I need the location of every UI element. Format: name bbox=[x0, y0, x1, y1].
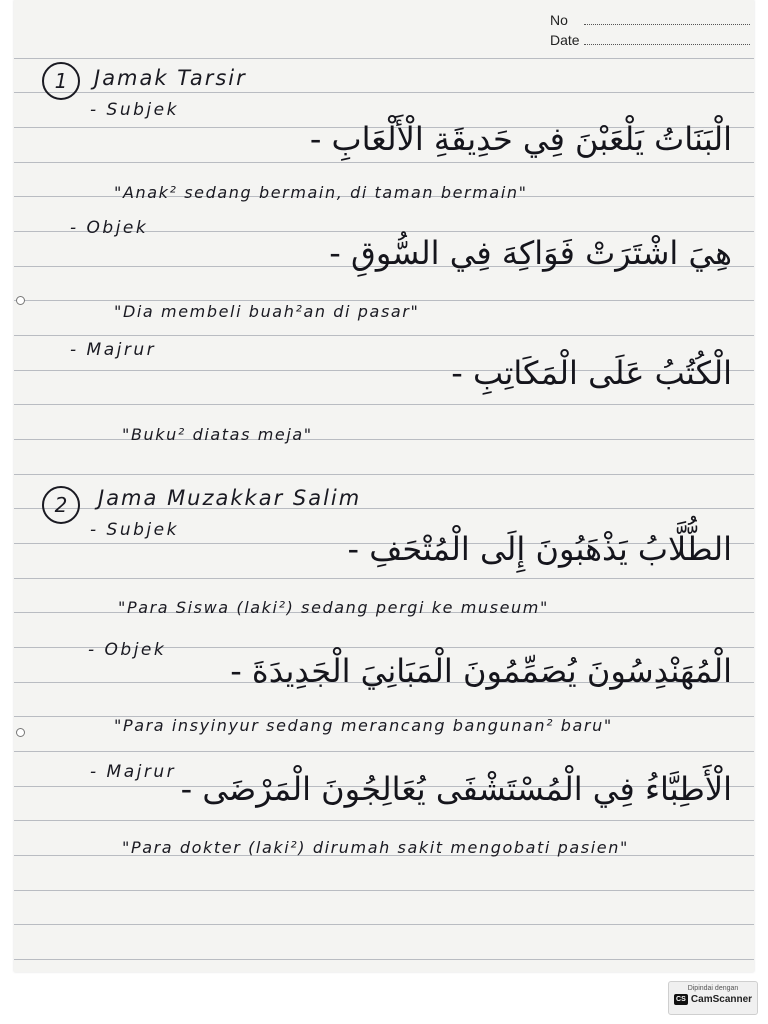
ruled-line bbox=[14, 820, 754, 821]
ruled-line bbox=[14, 404, 754, 405]
notebook-page bbox=[14, 0, 754, 972]
section-2-majrur-label: - Majrur bbox=[90, 762, 177, 782]
section-1-objek-arabic: هِيَ اشْتَرَتْ فَوَاكِهَ فِي السُّوقِ - bbox=[329, 234, 732, 272]
section-2-objek-translation: "Para insyinyur sedang merancang bangunan² baru" bbox=[114, 716, 613, 735]
ruled-line bbox=[14, 58, 754, 59]
section-1-majrur-translation: "Buku² diatas meja" bbox=[122, 425, 313, 444]
watermark-caption: Dipindai dengan bbox=[687, 985, 739, 992]
section-1-objek-label: - Objek bbox=[70, 218, 149, 238]
ruled-line bbox=[14, 162, 754, 163]
section-2-number: 2 bbox=[42, 486, 80, 524]
binder-hole bbox=[16, 296, 25, 305]
camscanner-logo-icon: CS bbox=[674, 994, 688, 1005]
watermark-brand-name: CamScanner bbox=[690, 994, 753, 1005]
date-line bbox=[584, 44, 750, 45]
ruled-line bbox=[14, 890, 754, 891]
ruled-line bbox=[14, 578, 754, 579]
ruled-line bbox=[14, 959, 754, 960]
section-1-majrur-arabic: الْكُتُبُ عَلَى الْمَكَاتِبِ - bbox=[451, 354, 732, 392]
no-label: No bbox=[550, 12, 568, 28]
ruled-line bbox=[14, 300, 754, 301]
section-1-subjek-arabic: الْبَنَاتُ يَلْعَبْنَ فِي حَدِيقَةِ الْأَلْعَابِ - bbox=[309, 120, 732, 158]
section-2-objek-label: - Objek bbox=[88, 640, 167, 660]
ruled-line bbox=[14, 335, 754, 336]
date-label: Date bbox=[550, 32, 580, 48]
ruled-line bbox=[14, 474, 754, 475]
section-1-majrur-label: - Majrur bbox=[70, 340, 157, 360]
section-2-subjek-label: - Subjek bbox=[90, 520, 179, 540]
section-1-title: Jamak Tarsir bbox=[94, 66, 247, 90]
section-1-subjek-translation: "Anak² sedang bermain, di taman bermain" bbox=[114, 183, 528, 202]
section-1-number: 1 bbox=[42, 62, 80, 100]
section-1-subjek-label: - Subjek bbox=[90, 100, 179, 120]
camscanner-watermark bbox=[668, 981, 758, 1015]
ruled-line bbox=[14, 924, 754, 925]
section-2-subjek-arabic: الطُّلَّابُ يَذْهَبُونَ إِلَى الْمُتْحَفِ - bbox=[347, 530, 732, 568]
no-line bbox=[584, 24, 750, 25]
binder-hole bbox=[16, 728, 25, 737]
watermark-brand bbox=[669, 994, 757, 1005]
section-2-title: Jama Muzakkar Salim bbox=[98, 486, 362, 510]
section-2-subjek-translation: "Para Siswa (laki²) sedang pergi ke museum" bbox=[118, 598, 549, 617]
ruled-line bbox=[14, 751, 754, 752]
section-2-majrur-arabic: الْأَطِبَّاءُ فِي الْمُسْتَشْفَى يُعَالِجُونَ الْمَرْضَى - bbox=[180, 770, 732, 808]
section-1-objek-translation: "Dia membeli buah²an di pasar" bbox=[114, 302, 420, 321]
section-2-objek-arabic: الْمُهَنْدِسُونَ يُصَمِّمُونَ الْمَبَانِيَ الْجَدِيدَةَ - bbox=[230, 652, 732, 690]
section-2-majrur-translation: "Para dokter (laki²) dirumah sakit mengobati pasien" bbox=[122, 838, 629, 857]
ruled-line bbox=[14, 92, 754, 93]
no-date-header bbox=[550, 8, 750, 48]
